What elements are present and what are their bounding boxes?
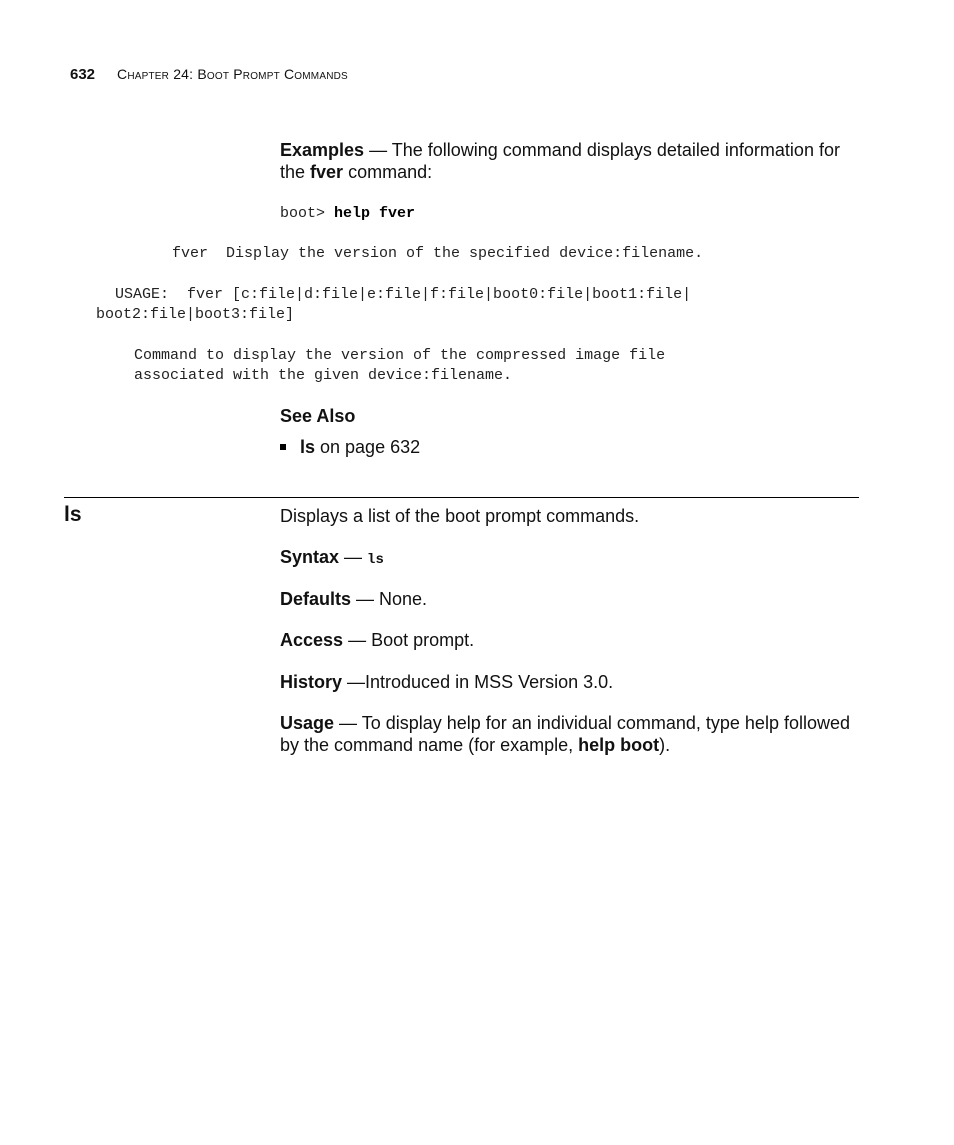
examples-heading: Examples (280, 140, 365, 160)
see-also-link[interactable]: ls (300, 437, 316, 457)
output-line-5: associated with the given device:filename. (134, 367, 513, 384)
command-title: ls (64, 503, 82, 526)
history-line (280, 671, 613, 693)
running-header (70, 66, 348, 83)
output-line-2: USAGE: fver [c:file|d:file|e:file|f:file|boot0:file|boot1:file| (115, 286, 692, 303)
access-text: — Boot prompt. (343, 630, 475, 650)
usage-line-2 (280, 734, 850, 756)
ls-description: Displays a list of the boot prompt commands. (280, 506, 640, 526)
history-label: History (280, 672, 343, 692)
examples-paragraph (280, 139, 840, 183)
see-also-heading: See Also (280, 406, 356, 426)
output-line-3: boot2:file|boot3:file] (96, 306, 295, 323)
defaults-label: Defaults (280, 589, 352, 609)
usage-text-pre: by the command name (for example, (280, 735, 579, 755)
see-also-page-ref: on page 632 (315, 437, 421, 457)
access-label: Access (280, 630, 344, 650)
access-line (280, 629, 474, 651)
examples-text: — The following command displays detailed information for (364, 140, 840, 160)
output-line-1: fver Display the version of the specified device:filename. (172, 245, 704, 262)
see-also-item (280, 436, 420, 458)
examples-line-1 (280, 139, 840, 161)
examples-text-pre: the (280, 162, 311, 182)
usage-example-command: help boot (578, 735, 660, 755)
history-text: —Introduced in MSS Version 3.0. (342, 672, 614, 692)
usage-label: Usage (280, 713, 335, 733)
defaults-line (280, 588, 427, 610)
usage-paragraph (280, 712, 850, 756)
usage-text-post: ). (659, 735, 671, 755)
section-divider (64, 497, 859, 498)
defaults-text: — None. (351, 589, 428, 609)
command-prompt-line (280, 204, 415, 224)
syntax-line (280, 546, 384, 571)
syntax-code: ls (367, 552, 384, 568)
syntax-label: Syntax (280, 547, 340, 567)
usage-text: — To display help for an individual command, type help followed (334, 713, 850, 733)
syntax-separator: — (339, 547, 368, 567)
bullet-icon (280, 444, 286, 450)
typed-command: help fver (334, 205, 416, 222)
usage-line-1 (280, 712, 850, 734)
examples-text-post: command: (343, 162, 433, 182)
boot-prompt: boot> (280, 205, 335, 222)
page-number: 632 (70, 66, 96, 83)
examples-line-2 (280, 161, 840, 183)
examples-command-name: fver (310, 162, 344, 182)
chapter-title: Chapter 24: Boot Prompt Commands (117, 66, 348, 82)
output-line-4: Command to display the version of the compressed image file (134, 347, 666, 364)
